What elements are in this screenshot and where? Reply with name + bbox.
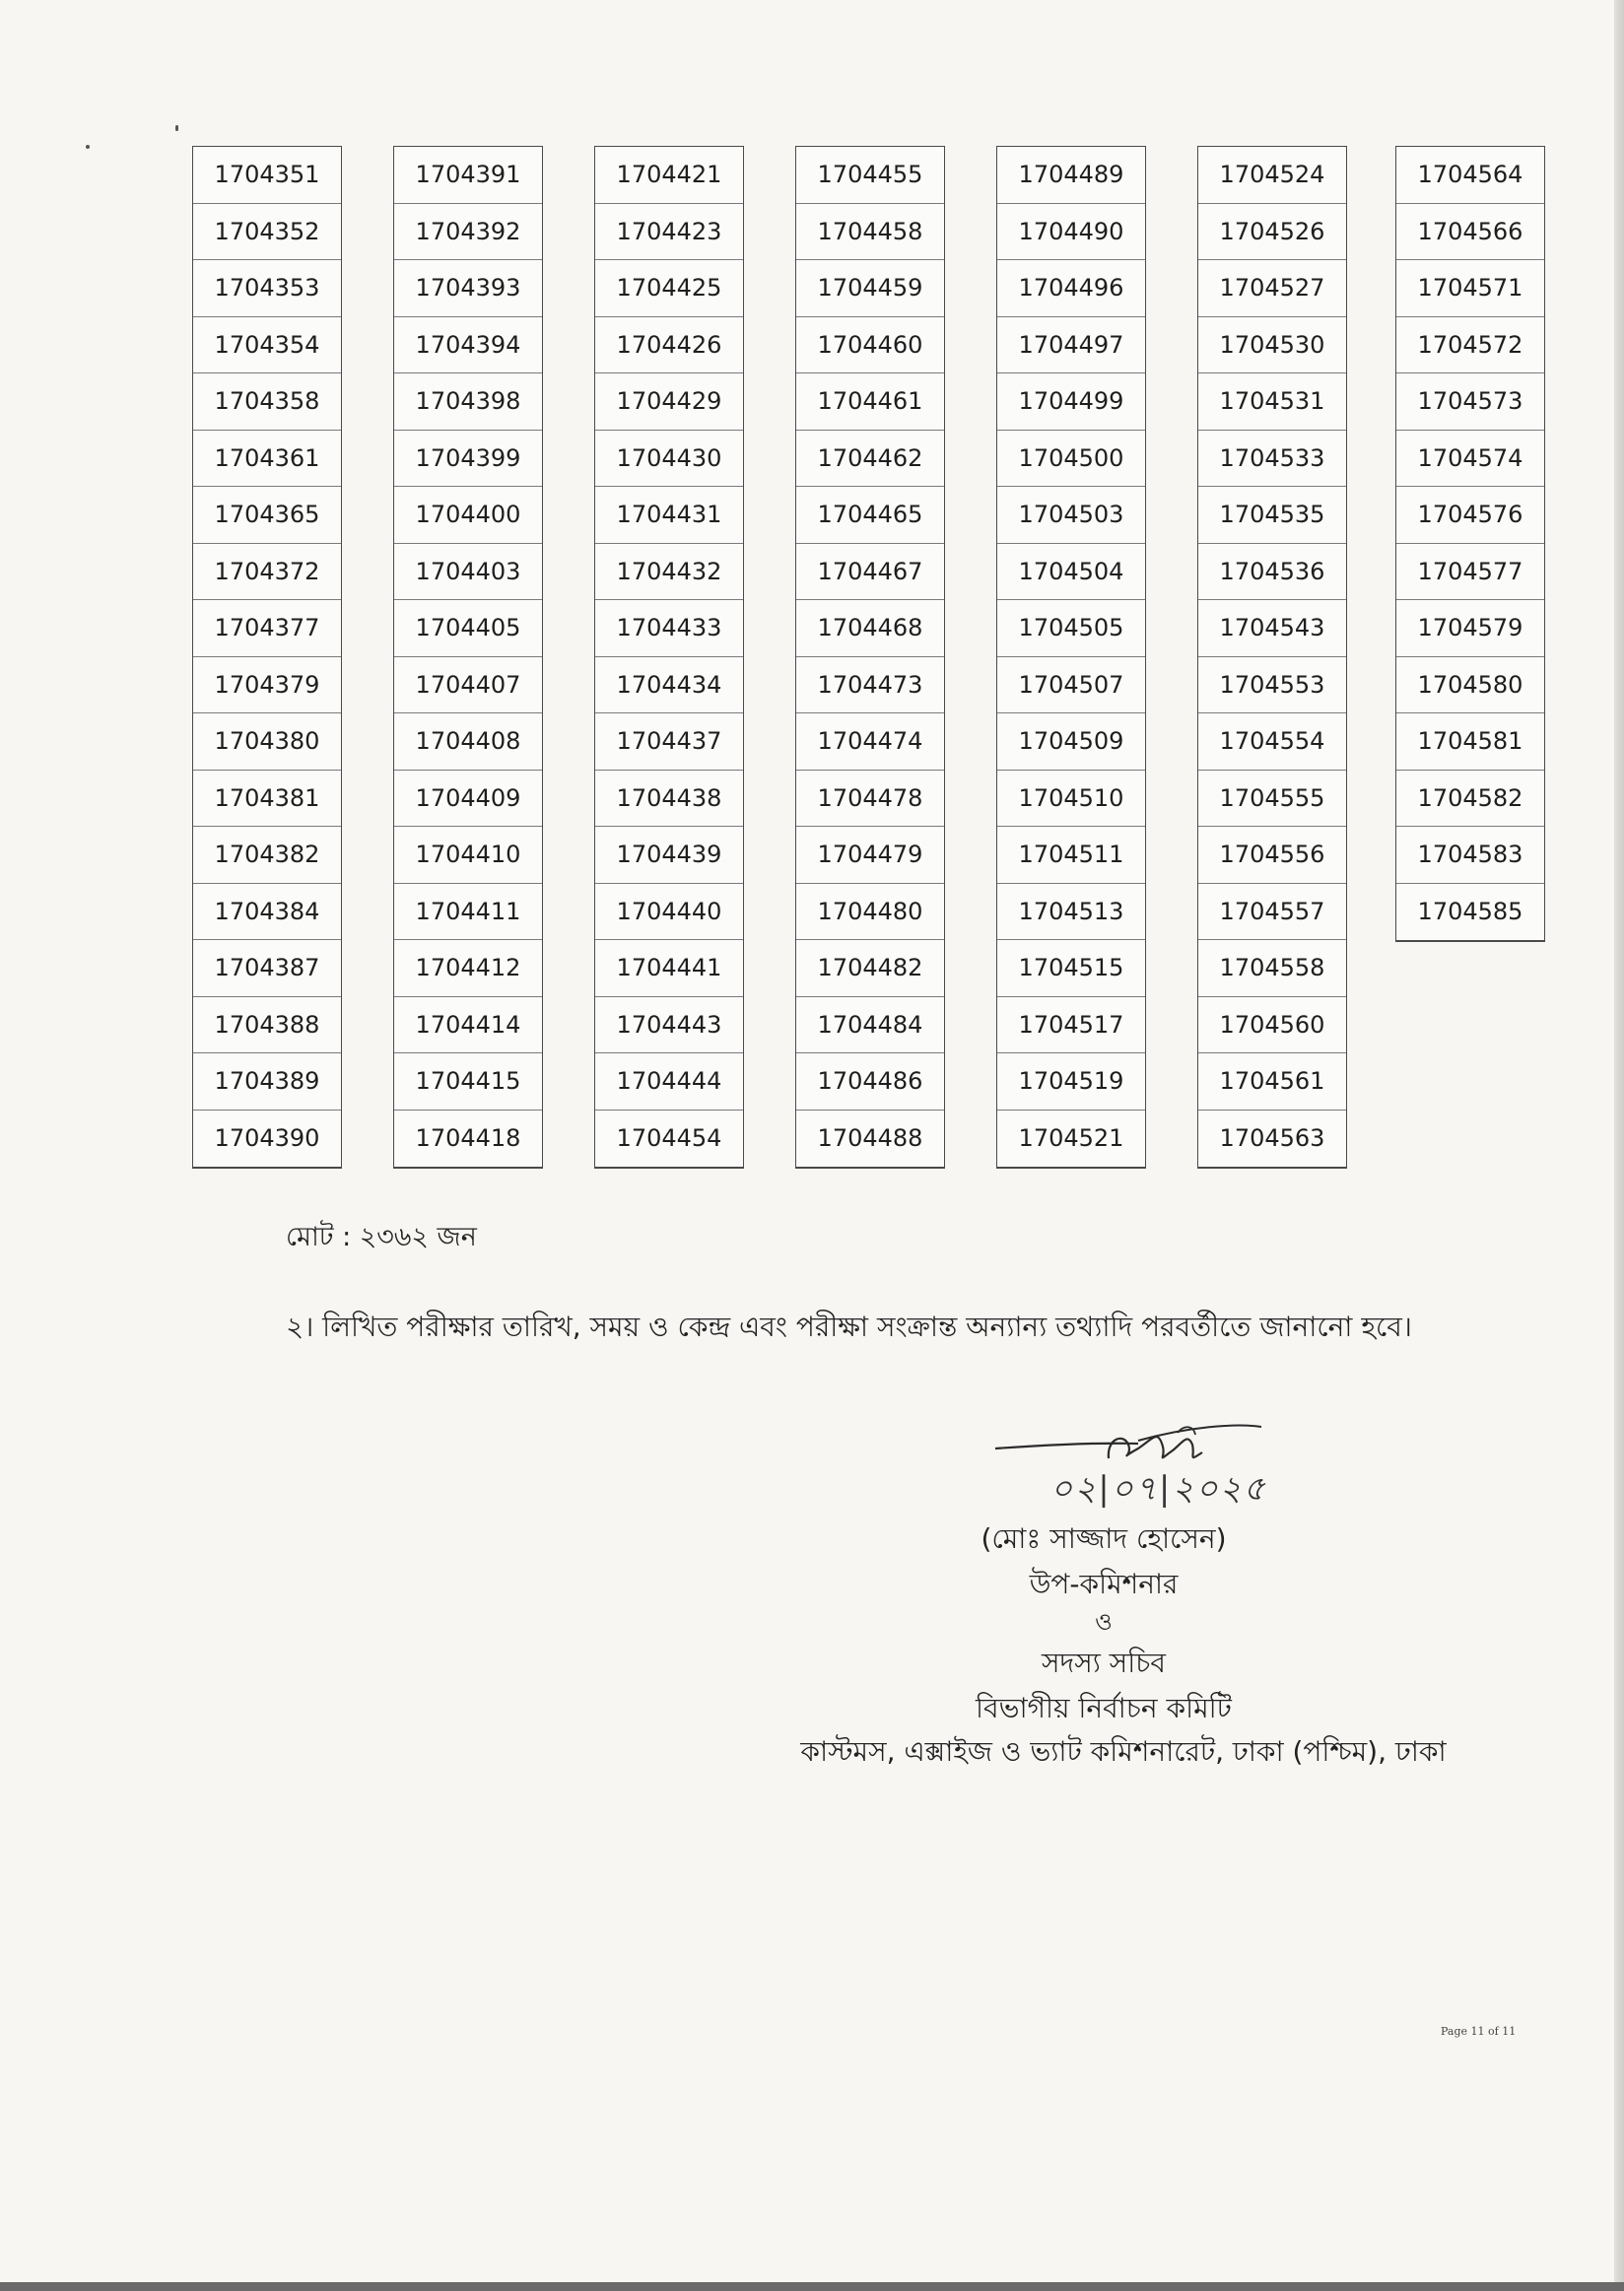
roll-column-3	[594, 146, 744, 1169]
roll-number-cell: 1704390	[214, 1123, 320, 1152]
roll-number-cell: 1704480	[796, 884, 944, 941]
roll-number-cell: 1704574	[1396, 431, 1544, 488]
roll-number-cell: 1704478	[796, 771, 944, 828]
roll-number-cell: 1704423	[595, 204, 743, 261]
roll-number-cell: 1704573	[1396, 373, 1544, 431]
roll-number-cell: 1704486	[796, 1053, 944, 1111]
roll-number-cell: 1704382	[193, 827, 341, 884]
signatory-name: (মোঃ সাজ্জাদ হোসেন)	[981, 1522, 1227, 1555]
signatory-role: সদস্য সচিব	[1042, 1647, 1166, 1679]
roll-number-cell: 1704489	[997, 147, 1145, 204]
roll-number-cell: 1704365	[193, 487, 341, 544]
roll-number-cell: 1704394	[394, 317, 542, 374]
roll-number-cell: 1704583	[1396, 827, 1544, 884]
roll-number-cell: 1704533	[1198, 431, 1346, 488]
roll-number-cell: 1704497	[997, 317, 1145, 374]
roll-number-cell: 1704543	[1198, 600, 1346, 657]
roll-number-cell: 1704535	[1198, 487, 1346, 544]
page-number: Page 11 of 11	[1441, 2025, 1517, 2038]
scan-speck	[86, 145, 90, 149]
roll-number-cell: 1704458	[796, 204, 944, 261]
roll-number-cell: 1704521	[1018, 1123, 1124, 1152]
roll-number-cell: 1704563	[1219, 1123, 1325, 1152]
signature-date: ০২|০৭|২০২৫	[1050, 1469, 1267, 1509]
roll-number-cell: 1704351	[193, 147, 341, 204]
roll-number-cell: 1704455	[796, 147, 944, 204]
roll-column-4	[795, 146, 945, 1169]
roll-number-cell: 1704411	[394, 884, 542, 941]
roll-number-cell: 1704405	[394, 600, 542, 657]
roll-number-cell: 1704555	[1198, 771, 1346, 828]
roll-number-cell: 1704398	[394, 373, 542, 431]
roll-number-cell: 1704484	[796, 997, 944, 1054]
roll-number-cell: 1704431	[595, 487, 743, 544]
roll-number-cell: 1704412	[394, 940, 542, 997]
roll-number-cell: 1704500	[997, 431, 1145, 488]
roll-number-cell: 1704387	[193, 940, 341, 997]
roll-number-cell: 1704459	[796, 260, 944, 317]
roll-number-cell: 1704392	[394, 204, 542, 261]
roll-number-cell: 1704566	[1396, 204, 1544, 261]
roll-number-cell: 1704389	[193, 1053, 341, 1111]
roll-number-cell: 1704507	[997, 657, 1145, 714]
roll-number-cell: 1704438	[595, 771, 743, 828]
roll-number-cell: 1704358	[193, 373, 341, 431]
roll-number-cell: 1704503	[997, 487, 1145, 544]
roll-number-cell: 1704437	[595, 713, 743, 771]
roll-number-cell: 1704434	[595, 657, 743, 714]
roll-number-cell: 1704499	[997, 373, 1145, 431]
roll-number-cell: 1704474	[796, 713, 944, 771]
roll-number-cell: 1704444	[595, 1053, 743, 1111]
roll-number-cell: 1704391	[394, 147, 542, 204]
roll-number-cell: 1704393	[394, 260, 542, 317]
roll-number-cell: 1704461	[796, 373, 944, 431]
roll-number-cell: 1704433	[595, 600, 743, 657]
notice-paragraph: ২। লিখিত পরীক্ষার তারিখ, সময় ও কেন্দ্র এবং পরীক্ষা সংক্রান্ত অন্যান্য তথ্যাদি পরবর্তীতে জানানো হবে।	[286, 1311, 1412, 1343]
page-bottom-edge	[0, 2282, 1624, 2291]
roll-number-cell: 1704354	[193, 317, 341, 374]
roll-number-cell: 1704513	[997, 884, 1145, 941]
committee-name: বিভাগীয় নির্বাচন কমিটি	[976, 1692, 1232, 1724]
roll-number-cell: 1704585	[1417, 897, 1523, 925]
roll-number-cell: 1704388	[193, 997, 341, 1054]
roll-number-cell: 1704380	[193, 713, 341, 771]
roll-number-cell: 1704421	[595, 147, 743, 204]
roll-number-cell: 1704379	[193, 657, 341, 714]
roll-column-5	[996, 146, 1146, 1169]
roll-number-cell: 1704515	[997, 940, 1145, 997]
roll-number-cell: 1704524	[1198, 147, 1346, 204]
roll-number-cell: 1704556	[1198, 827, 1346, 884]
roll-number-cell: 1704425	[595, 260, 743, 317]
roll-number-cell: 1704509	[997, 713, 1145, 771]
roll-number-cell: 1704418	[415, 1123, 521, 1152]
roll-number-cell: 1704400	[394, 487, 542, 544]
roll-number-cell: 1704443	[595, 997, 743, 1054]
roll-number-cell: 1704361	[193, 431, 341, 488]
roll-number-cell: 1704517	[997, 997, 1145, 1054]
page-edge-shadow	[1614, 0, 1624, 2291]
roll-number-cell: 1704432	[595, 544, 743, 601]
scan-speck	[175, 125, 178, 131]
roll-number-cell: 1704440	[595, 884, 743, 941]
roll-number-cell: 1704579	[1396, 600, 1544, 657]
roll-number-cell: 1704407	[394, 657, 542, 714]
roll-column-7	[1395, 146, 1545, 942]
roll-number-cell: 1704482	[796, 940, 944, 997]
roll-number-cell: 1704352	[193, 204, 341, 261]
roll-column-1	[192, 146, 342, 1169]
roll-number-cell: 1704577	[1396, 544, 1544, 601]
roll-number-cell: 1704426	[595, 317, 743, 374]
roll-number-cell: 1704553	[1198, 657, 1346, 714]
roll-number-cell: 1704462	[796, 431, 944, 488]
roll-number-cell: 1704429	[595, 373, 743, 431]
roll-number-cell: 1704372	[193, 544, 341, 601]
roll-number-cell: 1704441	[595, 940, 743, 997]
roll-number-cell: 1704414	[394, 997, 542, 1054]
roll-number-cell: 1704403	[394, 544, 542, 601]
roll-number-cell: 1704560	[1198, 997, 1346, 1054]
total-count: মোট : ২৩৬২ জন	[286, 1222, 477, 1252]
roll-number-cell: 1704465	[796, 487, 944, 544]
roll-number-cell: 1704576	[1396, 487, 1544, 544]
roll-number-cell: 1704384	[193, 884, 341, 941]
roll-number-cell: 1704488	[817, 1123, 923, 1152]
roll-number-cell: 1704536	[1198, 544, 1346, 601]
roll-number-cell: 1704526	[1198, 204, 1346, 261]
roll-number-cell: 1704531	[1198, 373, 1346, 431]
roll-number-cell: 1704377	[193, 600, 341, 657]
roll-number-cell: 1704557	[1198, 884, 1346, 941]
roll-number-cell: 1704399	[394, 431, 542, 488]
roll-column-2	[393, 146, 543, 1169]
roll-number-cell: 1704468	[796, 600, 944, 657]
roll-number-cell: 1704572	[1396, 317, 1544, 374]
roll-number-cell: 1704558	[1198, 940, 1346, 997]
roll-number-cell: 1704410	[394, 827, 542, 884]
roll-number-cell: 1704519	[997, 1053, 1145, 1111]
roll-number-cell: 1704415	[394, 1053, 542, 1111]
roll-number-cell: 1704510	[997, 771, 1145, 828]
roll-number-cell: 1704554	[1198, 713, 1346, 771]
roll-number-cell: 1704479	[796, 827, 944, 884]
roll-number-cell: 1704564	[1396, 147, 1544, 204]
roll-number-cell: 1704582	[1396, 771, 1544, 828]
roll-number-cell: 1704496	[997, 260, 1145, 317]
roll-number-cell: 1704571	[1396, 260, 1544, 317]
roll-number-cell: 1704454	[616, 1123, 722, 1152]
roll-number-cell: 1704473	[796, 657, 944, 714]
roll-number-cell: 1704581	[1396, 713, 1544, 771]
roll-column-6	[1197, 146, 1347, 1169]
roll-number-cell: 1704505	[997, 600, 1145, 657]
roll-number-cell: 1704460	[796, 317, 944, 374]
roll-number-cell: 1704530	[1198, 317, 1346, 374]
roll-number-cell: 1704527	[1198, 260, 1346, 317]
roll-number-cell: 1704561	[1198, 1053, 1346, 1111]
roll-number-cell: 1704381	[193, 771, 341, 828]
signatory-conjunction: ও	[1095, 1608, 1113, 1636]
signatory-designation: উপ-কমিশনার	[1029, 1568, 1179, 1600]
roll-number-cell: 1704504	[997, 544, 1145, 601]
roll-number-cell: 1704353	[193, 260, 341, 317]
roll-number-cell: 1704511	[997, 827, 1145, 884]
roll-number-cell: 1704409	[394, 771, 542, 828]
roll-number-cell: 1704408	[394, 713, 542, 771]
roll-number-cell: 1704467	[796, 544, 944, 601]
roll-number-cell: 1704490	[997, 204, 1145, 261]
office-name: কাস্টমস, এক্সাইজ ও ভ্যাট কমিশনারেট, ঢাকা (পশ্চিম), ঢাকা	[800, 1735, 1447, 1768]
roll-number-cell: 1704430	[595, 431, 743, 488]
roll-number-cell: 1704580	[1396, 657, 1544, 714]
roll-number-cell: 1704439	[595, 827, 743, 884]
